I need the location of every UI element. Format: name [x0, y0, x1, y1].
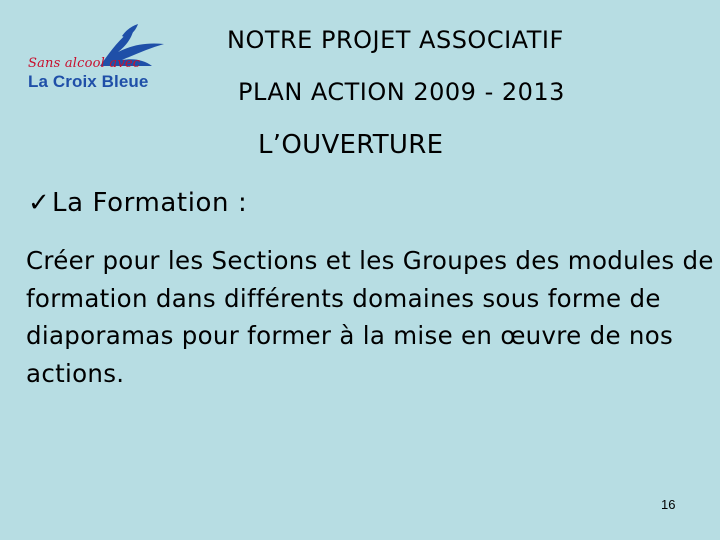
logo — [22, 22, 172, 102]
body-paragraph: Créer pour les Sections et les Groupes des modules de formation dans différents domaines sous forme de diaporamas pour former à la mise en œuvre de nos actions. — [26, 246, 714, 388]
section-heading: L’OUVERTURE — [258, 130, 444, 160]
bullet-item — [28, 188, 247, 218]
logo-tagline: Sans alcool avec — [28, 56, 141, 71]
title-line-1: NOTRE PROJET ASSOCIATIF — [227, 26, 564, 54]
logo-wordmark: La Croix Bleue — [28, 72, 149, 91]
bullet-label: La Formation : — [52, 188, 248, 218]
page-number: 16 — [661, 497, 676, 512]
checkmark-icon: ✓ — [28, 188, 51, 218]
title-line-2: PLAN ACTION 2009 - 2013 — [238, 78, 565, 106]
